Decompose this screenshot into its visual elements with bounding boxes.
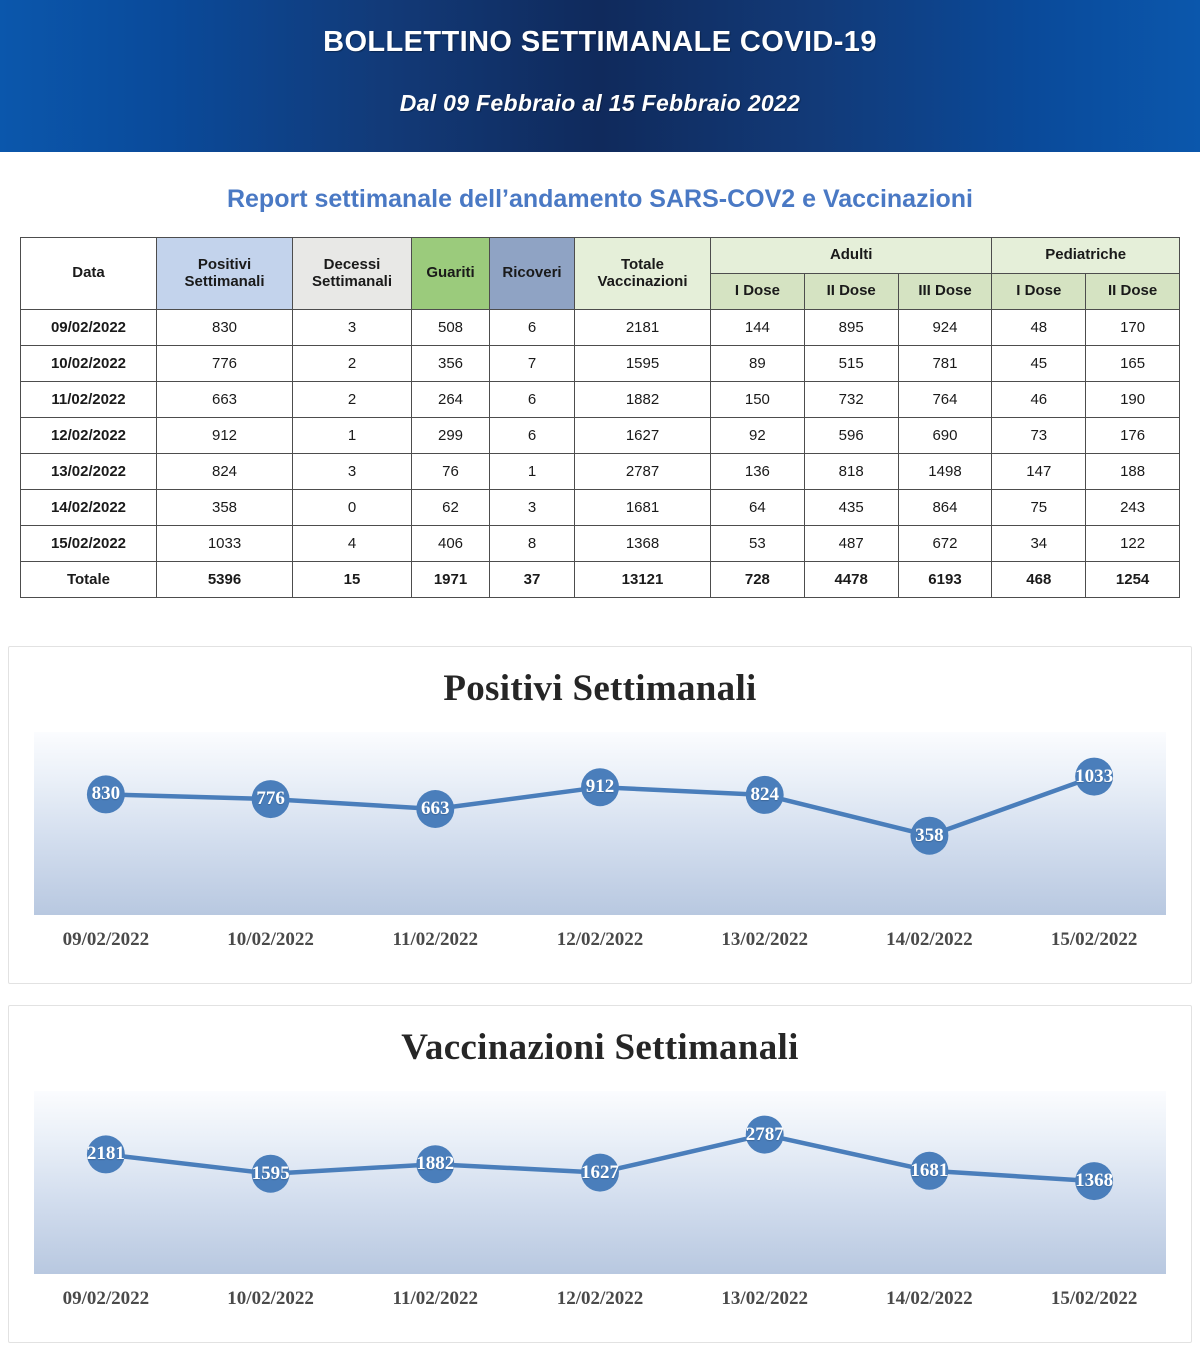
cell-ricoveri: 7 [490, 346, 575, 382]
column-header-adulti-ii-dose: II Dose [804, 274, 898, 310]
cell-adulti-ii: 596 [804, 418, 898, 454]
cell-positivi: 5396 [157, 562, 293, 598]
table-header [21, 238, 1180, 310]
data-point-label: 1033 [1075, 765, 1114, 787]
data-point-marker [252, 780, 290, 818]
cell-adulti-i: 64 [711, 490, 805, 526]
cell-adulti-ii: 732 [804, 382, 898, 418]
data-point-marker [746, 776, 784, 814]
cell-ped-ii: 176 [1086, 418, 1180, 454]
cell-decessi: 1 [293, 418, 412, 454]
cell-positivi: 912 [157, 418, 293, 454]
data-point-label: 776 [256, 788, 285, 810]
column-header-ricoveri: Ricoveri [490, 238, 575, 310]
cell-data: 15/02/2022 [21, 526, 157, 562]
x-axis-tick-label: 09/02/2022 [62, 1288, 150, 1309]
x-axis-tick-label: 15/02/2022 [1050, 1288, 1138, 1309]
cell-data: 09/02/2022 [21, 310, 157, 346]
cell-ricoveri: 37 [490, 562, 575, 598]
data-point-label: 1595 [251, 1162, 290, 1184]
cell-totale-vaccinazioni: 1882 [575, 382, 711, 418]
data-point-label: 830 [91, 783, 121, 805]
cell-totale-vaccinazioni: 13121 [575, 562, 711, 598]
cell-decessi: 4 [293, 526, 412, 562]
cell-adulti-ii: 515 [804, 346, 898, 382]
cell-guariti: 299 [412, 418, 490, 454]
cell-adulti-i: 144 [711, 310, 805, 346]
cell-ricoveri: 6 [490, 382, 575, 418]
data-point-marker [910, 817, 948, 855]
column-group-header-adulti: Adulti [711, 238, 992, 274]
cell-adulti-i: 89 [711, 346, 805, 382]
column-header-adulti-i-dose: I Dose [711, 274, 805, 310]
x-axis-tick-label: 12/02/2022 [556, 929, 644, 950]
weekly-data-table [20, 237, 1180, 598]
cell-totale-vaccinazioni: 2787 [575, 454, 711, 490]
cell-totale-vaccinazioni: 1595 [575, 346, 711, 382]
table-row [21, 310, 1180, 346]
cell-ped-ii: 122 [1086, 526, 1180, 562]
cell-positivi: 776 [157, 346, 293, 382]
cell-guariti: 356 [412, 346, 490, 382]
data-point-marker [87, 1135, 125, 1173]
data-point-marker [252, 1155, 290, 1193]
column-header-pediatriche-i-dose: I Dose [992, 274, 1086, 310]
report-subtitle: Report settimanale dell’andamento SARS-COV2 e Vaccinazioni [226, 185, 974, 213]
column-header-totale-vaccinazioni: Totale Vaccinazioni [575, 238, 711, 310]
cell-adulti-iii: 924 [898, 310, 992, 346]
page-title: BOLLETTINO SETTIMANALE COVID-19 [323, 26, 877, 58]
table-row [21, 490, 1180, 526]
data-point-label: 824 [750, 783, 779, 805]
cell-data: Totale [21, 562, 157, 598]
x-axis-tick-label: 15/02/2022 [1050, 929, 1138, 950]
cell-guariti: 406 [412, 526, 490, 562]
cell-positivi: 830 [157, 310, 293, 346]
weekly-data-table-wrap [20, 237, 1180, 598]
table-row [21, 346, 1180, 382]
cell-ricoveri: 6 [490, 418, 575, 454]
cell-ped-ii: 165 [1086, 346, 1180, 382]
data-point-marker [746, 1116, 784, 1154]
cell-data: 11/02/2022 [21, 382, 157, 418]
cell-adulti-ii: 895 [804, 310, 898, 346]
data-point-label: 1368 [1075, 1170, 1114, 1192]
data-point-marker [581, 1154, 619, 1192]
x-axis-tick-label: 12/02/2022 [556, 1288, 644, 1309]
cell-decessi: 3 [293, 454, 412, 490]
column-header-adulti-iii-dose: III Dose [898, 274, 992, 310]
chart-title-vaccinazioni: Vaccinazioni Settimanali [401, 1027, 799, 1068]
cell-ped-i: 34 [992, 526, 1086, 562]
cell-totale-vaccinazioni: 1368 [575, 526, 711, 562]
cell-adulti-ii: 818 [804, 454, 898, 490]
cell-ricoveri: 3 [490, 490, 575, 526]
cell-guariti: 508 [412, 310, 490, 346]
x-axis-tick-label: 14/02/2022 [886, 1288, 973, 1309]
column-header-positivi: Positivi Settimanali [157, 238, 293, 310]
chart-title-positivi: Positivi Settimanali [443, 668, 757, 709]
plot-area-positivi [34, 732, 1166, 915]
data-point-label: 358 [915, 824, 944, 846]
table-row [21, 526, 1180, 562]
cell-guariti: 1971 [412, 562, 490, 598]
cell-ped-i: 45 [992, 346, 1086, 382]
column-header-pediatriche-ii-dose: II Dose [1086, 274, 1180, 310]
page-banner [0, 0, 1200, 152]
data-point-marker [416, 1145, 454, 1183]
cell-adulti-iii: 781 [898, 346, 992, 382]
data-point-label: 1681 [910, 1159, 949, 1181]
cell-data: 12/02/2022 [21, 418, 157, 454]
cell-adulti-iii: 672 [898, 526, 992, 562]
data-point-marker [910, 1152, 948, 1190]
cell-adulti-i: 53 [711, 526, 805, 562]
cell-totale-vaccinazioni: 1627 [575, 418, 711, 454]
cell-data: 13/02/2022 [21, 454, 157, 490]
data-point-marker [1075, 758, 1113, 796]
x-axis-tick-label: 11/02/2022 [392, 929, 479, 950]
column-header-decessi: Decessi Settimanali [293, 238, 412, 310]
column-group-header-pediatriche: Pediatriche [992, 238, 1180, 274]
cell-ped-i: 73 [992, 418, 1086, 454]
data-point-label: 2787 [745, 1123, 784, 1145]
cell-adulti-ii: 4478 [804, 562, 898, 598]
cell-ricoveri: 1 [490, 454, 575, 490]
cell-ped-i: 75 [992, 490, 1086, 526]
date-range-subtitle: Dal 09 Febbraio al 15 Febbraio 2022 [399, 90, 801, 116]
cell-ped-i: 46 [992, 382, 1086, 418]
line-series-vaccinazioni [34, 1091, 1166, 1274]
cell-adulti-iii: 6193 [898, 562, 992, 598]
x-axis-tick-label: 10/02/2022 [227, 929, 314, 950]
data-point-marker [416, 790, 454, 828]
table-header-row-1 [21, 238, 1180, 274]
cell-ped-ii: 188 [1086, 454, 1180, 490]
cell-positivi: 663 [157, 382, 293, 418]
cell-ricoveri: 6 [490, 310, 575, 346]
cell-ped-i: 48 [992, 310, 1086, 346]
cell-ped-ii: 243 [1086, 490, 1180, 526]
cell-adulti-i: 728 [711, 562, 805, 598]
cell-adulti-i: 150 [711, 382, 805, 418]
cell-data: 14/02/2022 [21, 490, 157, 526]
cell-guariti: 264 [412, 382, 490, 418]
line-series-positivi [34, 732, 1166, 915]
x-axis-tick-label: 13/02/2022 [721, 1288, 808, 1309]
column-header-guariti: Guariti [412, 238, 490, 310]
cell-ped-i: 147 [992, 454, 1086, 490]
x-axis-tick-label: 10/02/2022 [227, 1288, 314, 1309]
cell-ped-ii: 170 [1086, 310, 1180, 346]
x-axis-tick-label: 11/02/2022 [392, 1288, 479, 1309]
chart-panel-positivi-settimanali [8, 646, 1192, 984]
chart-panel-vaccinazioni-settimanali [8, 1005, 1192, 1343]
cell-adulti-iii: 1498 [898, 454, 992, 490]
cell-adulti-iii: 764 [898, 382, 992, 418]
table-row [21, 418, 1180, 454]
x-axis-tick-label: 14/02/2022 [886, 929, 973, 950]
cell-ricoveri: 8 [490, 526, 575, 562]
x-axis-tick-label: 09/02/2022 [62, 929, 150, 950]
cell-data: 10/02/2022 [21, 346, 157, 382]
cell-adulti-ii: 435 [804, 490, 898, 526]
column-header-data: Data [21, 238, 157, 310]
cell-decessi: 2 [293, 346, 412, 382]
cell-positivi: 1033 [157, 526, 293, 562]
data-point-marker [581, 768, 619, 806]
data-point-label: 912 [585, 776, 615, 798]
table-total-row [21, 562, 1180, 598]
cell-adulti-iii: 864 [898, 490, 992, 526]
data-point-label: 1882 [416, 1153, 455, 1175]
data-point-label: 663 [421, 797, 450, 819]
cell-adulti-iii: 690 [898, 418, 992, 454]
cell-adulti-i: 136 [711, 454, 805, 490]
data-point-marker [87, 775, 125, 813]
cell-guariti: 76 [412, 454, 490, 490]
cell-guariti: 62 [412, 490, 490, 526]
cell-positivi: 824 [157, 454, 293, 490]
cell-decessi: 3 [293, 310, 412, 346]
data-point-marker [1075, 1162, 1113, 1200]
cell-decessi: 2 [293, 382, 412, 418]
cell-ped-ii: 1254 [1086, 562, 1180, 598]
x-axis-vaccinazioni [34, 1274, 1166, 1324]
cell-totale-vaccinazioni: 2181 [575, 310, 711, 346]
cell-ped-i: 468 [992, 562, 1086, 598]
cell-adulti-ii: 487 [804, 526, 898, 562]
plot-area-vaccinazioni [34, 1091, 1166, 1274]
cell-positivi: 358 [157, 490, 293, 526]
cell-decessi: 0 [293, 490, 412, 526]
data-point-label: 2181 [86, 1143, 125, 1165]
table-row [21, 454, 1180, 490]
x-axis-positivi [34, 915, 1166, 965]
data-point-label: 1627 [581, 1161, 619, 1183]
cell-ped-ii: 190 [1086, 382, 1180, 418]
cell-decessi: 15 [293, 562, 412, 598]
table-row [21, 382, 1180, 418]
x-axis-tick-label: 13/02/2022 [721, 929, 808, 950]
cell-adulti-i: 92 [711, 418, 805, 454]
table-body [21, 310, 1180, 598]
cell-totale-vaccinazioni: 1681 [575, 490, 711, 526]
